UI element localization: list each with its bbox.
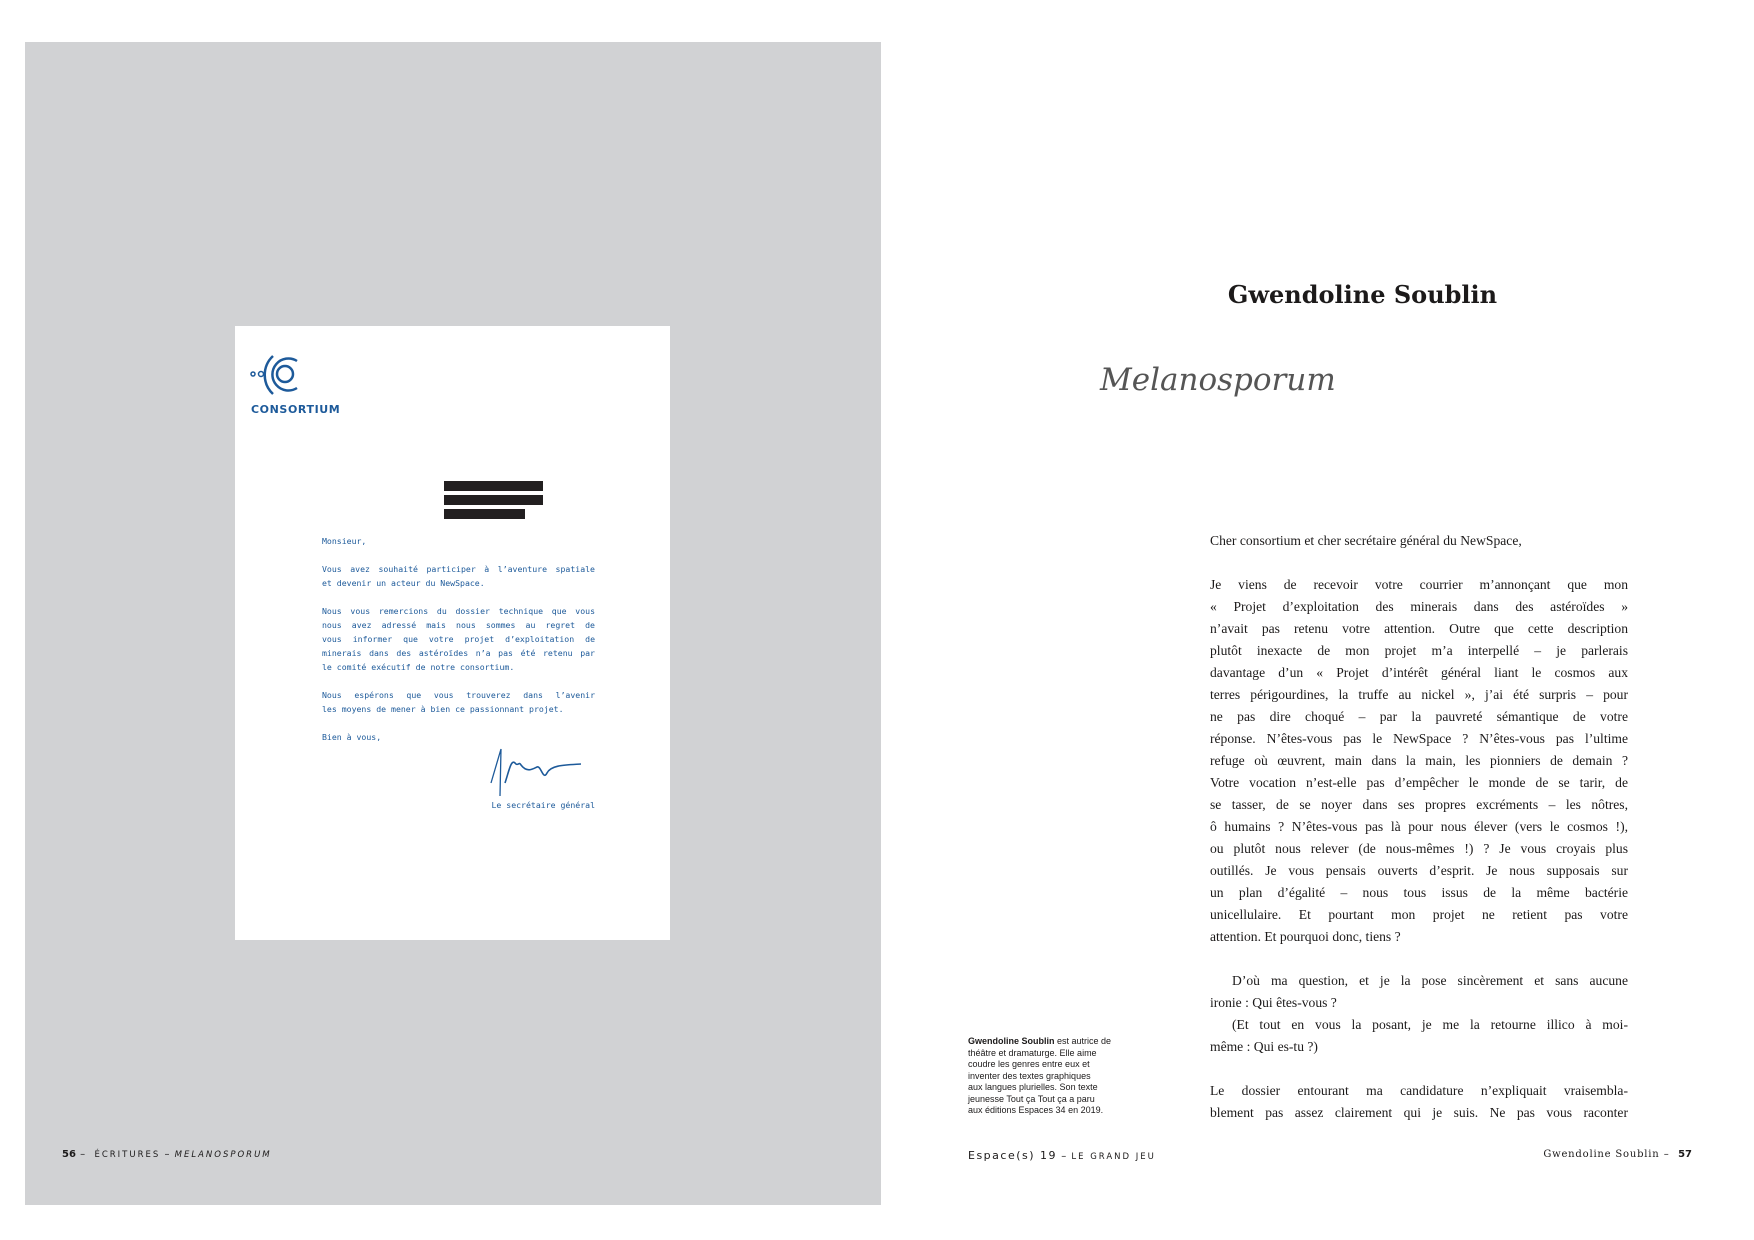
separator: – [164, 1149, 171, 1160]
body-line: Cher consortium et cher secrétaire général du NewSpace, [1210, 533, 1522, 548]
work-title: Melanosporum [1100, 362, 1336, 398]
separator: – [80, 1149, 87, 1160]
body-line: n’avait pas retenu votre attention. Outre que cette description [1210, 621, 1628, 636]
left-page-footer [62, 1149, 272, 1160]
letter-line: et devenir un acteur du NewSpace. [322, 578, 485, 588]
bio-line: théâtre et dramaturge. Elle aime [968, 1047, 1097, 1058]
author-bio [968, 1036, 1143, 1117]
running-author: Gwendoline Soublin [1543, 1149, 1660, 1160]
letter-line: vous informer que votre projet d’exploitation de [322, 634, 595, 644]
letter-line: le comité exécutif de notre consortium. [322, 662, 515, 672]
section-name: ÉCRITURES [94, 1150, 161, 1160]
body-line: « Projet d’exploitation des minerais dans des astéroïdes » [1210, 599, 1628, 614]
body-line: (Et tout en vous la posant, je me la retourne illico à moi- [1232, 1017, 1628, 1032]
body-line: attention. Et pourquoi donc, tiens ? [1210, 929, 1401, 944]
separator: – [1061, 1151, 1068, 1162]
body-line: un plan d’égalité – nous tous issus de la même bactérie [1210, 885, 1628, 900]
bio-line: aux langues plurielles. Son texte [968, 1082, 1098, 1092]
signature-icon [485, 731, 585, 796]
separator: – [1663, 1149, 1670, 1160]
redaction-bar [444, 509, 525, 519]
page-number: 56 [62, 1149, 76, 1160]
body-line: Je viens de recevoir votre courrier m’annonçant que mon [1210, 577, 1628, 592]
body-line: plutôt inexacte de mon projet m’a interpellé – je parlerais [1210, 643, 1628, 658]
bio-line: inventer des textes graphiques [968, 1070, 1091, 1081]
body-line: unicellulaire. Et pourtant mon projet ne retient pas votre [1210, 907, 1628, 922]
bio-author-name: Gwendoline Soublin [968, 1036, 1055, 1046]
letter-salutation: Monsieur, [322, 536, 367, 546]
bio-line: aux éditions Espaces 34 en 2019. [968, 1105, 1104, 1115]
body-line: réponse. N’êtes-vous pas le NewSpace ? N’êtes-vous pas l’ultime [1210, 731, 1628, 746]
bio-line: coudre les genres entre eux et [968, 1059, 1090, 1069]
body-line: outillés. Je vous pensais ouverts d’esprit. Je nous supposais sur [1210, 863, 1628, 878]
body-line: se tasser, de se noyer dans ses propres excréments – les nôtres, [1210, 797, 1628, 812]
body-text [1210, 530, 1628, 1124]
body-line: ne pas dire choqué – par la pauvreté sémantique de votre [1210, 709, 1628, 724]
body-line: davantage d’un « Projet d’intérêt général liant le cosmos aux [1210, 665, 1628, 680]
letter-body [322, 534, 595, 744]
bio-line: est autrice de [1054, 1036, 1112, 1046]
body-line: blement pas assez clairement qui je suis. Ne pas vous raconter [1210, 1105, 1628, 1120]
body-line: ironie : Qui êtes-vous ? [1210, 995, 1337, 1010]
author-heading: Gwendoline Soublin [1227, 280, 1498, 309]
body-line: ô humains ? N’êtes-vous pas là pour nous élever (vers le cosmos !), [1210, 819, 1628, 834]
bio-line: jeunesse Tout ça Tout ça a paru [968, 1093, 1095, 1104]
journal-footer [968, 1149, 1156, 1162]
letter-line: Nous espérons que vous trouverez dans l’avenir [322, 690, 595, 700]
body-line: D’où ma question, et je la pose sincèrement et sans aucune [1232, 973, 1628, 988]
body-line: terres périgourdines, la truffe au nickel », j’ai été surpris – pour [1210, 687, 1628, 702]
body-line: refuge où œuvrent, main dans la main, les pionniers de demain ? [1210, 753, 1628, 768]
letter-line: Nous vous remercions du dossier technique que vous [322, 606, 595, 616]
consortium-logo-text: CONSORTIUM [251, 403, 341, 416]
letter-line: Vous avez souhaité participer à l’aventure spatiale [322, 564, 595, 574]
letter-closing: Bien à vous, [322, 732, 382, 742]
redaction-bar [444, 481, 543, 491]
rejection-letter-image [235, 326, 670, 940]
body-line: ou plutôt nous relever (de nous-mêmes !) ? Je vous croyais plus [1210, 841, 1628, 856]
issue-title: LE GRAND JEU [1071, 1152, 1156, 1162]
page-number: 57 [1678, 1149, 1692, 1160]
letter-line: nous avez adressé mais nous sommes au regret de [322, 620, 595, 630]
body-line: Le dossier entourant ma candidature n’expliquait vraisembla- [1210, 1083, 1628, 1098]
signature-caption: Le secrétaire général [491, 800, 595, 810]
letter-line: minerais dans des astéroïdes n’a pas été retenu par [322, 648, 595, 658]
redaction-bar [444, 495, 543, 505]
right-page-footer [1543, 1149, 1692, 1160]
body-line: même : Qui es-tu ?) [1210, 1039, 1318, 1054]
body-line: Votre vocation n’est-elle pas d’empêcher le monde de se tarir, de [1210, 775, 1628, 790]
journal-name: Espace(s) 19 [968, 1149, 1058, 1162]
running-title: MELANOSPORUM [174, 1150, 272, 1160]
letter-line: les moyens de mener à bien ce passionnant projet. [322, 704, 564, 714]
